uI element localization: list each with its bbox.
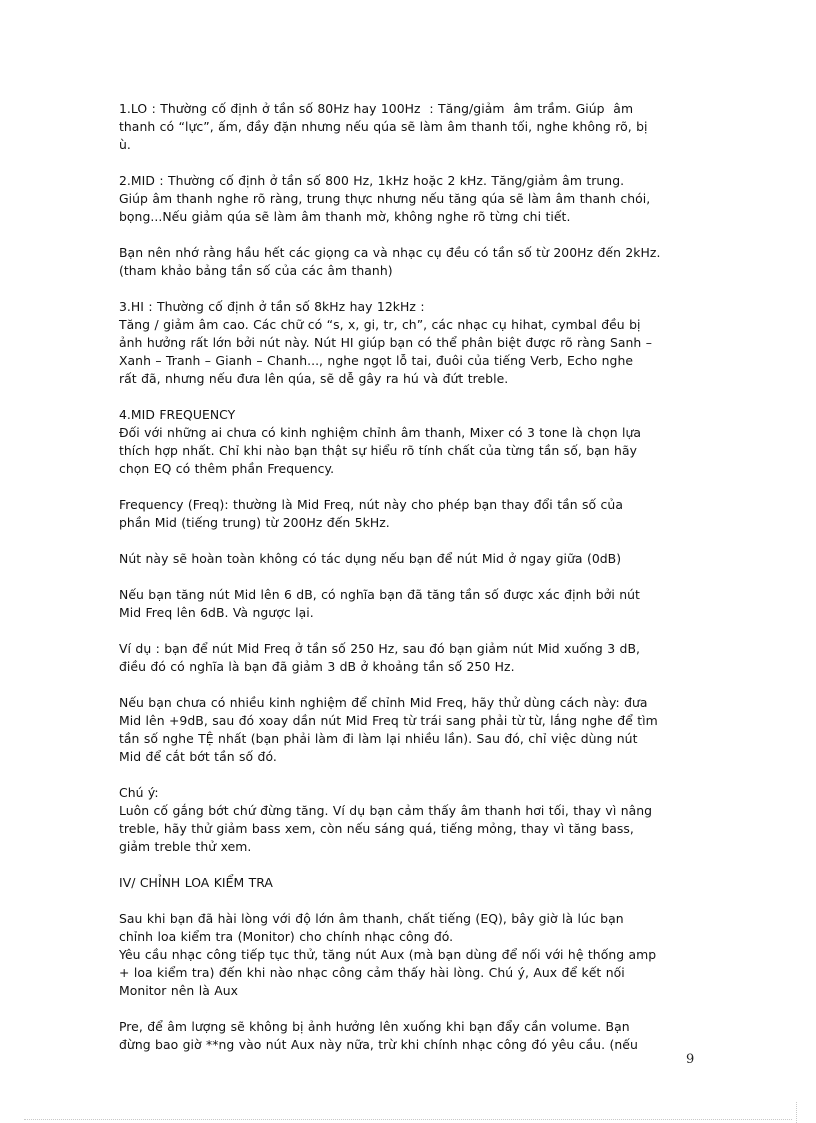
paragraph-line: Yêu cầu nhạc công tiếp tục thử, tăng nút Aux (mà bạn dùng để nối với hệ thống amp xyxy=(119,947,657,962)
paragraph-line: Luôn cố gắng bớt chứ đừng tăng. Ví dụ bạn cảm thấy âm thanh hơi tối, thay vì nâng xyxy=(119,803,653,818)
paragraph-line: + loa kiểm tra) đến khi nào nhạc công cảm thấy hài lòng. Chú ý, Aux để kết nối xyxy=(119,965,625,980)
paragraph-line: Mid Freq lên 6dB. Và ngược lại. xyxy=(119,605,314,620)
paragraph-line: chọn EQ có thêm phần Frequency. xyxy=(119,461,335,476)
paragraph-line: 1.LO : Thường cố định ở tần số 80Hz hay 100Hz : Tăng/giảm âm trầm. Giúp âm xyxy=(119,101,634,116)
paragraph-gap xyxy=(119,568,704,586)
paragraph-line: Tăng / giảm âm cao. Các chữ có “s, x, gi, tr, ch”, các nhạc cụ hihat, cymbal đều bị xyxy=(119,317,641,332)
paragraph-line: phần Mid (tiếng trung) từ 200Hz đến 5kHz. xyxy=(119,515,390,530)
paragraph-line: Nếu bạn tăng nút Mid lên 6 dB, có nghĩa bạn đã tăng tần số được xác định bởi nút xyxy=(119,587,640,602)
paragraph-line: Sau khi bạn đã hài lòng với độ lớn âm thanh, chất tiếng (EQ), bây giờ là lúc bạn xyxy=(119,911,624,926)
paragraph-line: Nếu bạn chưa có nhiều kinh nghiệm để chỉnh Mid Freq, hãy thử dùng cách này: đưa xyxy=(119,695,648,710)
page-number: 9 xyxy=(686,1052,695,1067)
paragraph-gap xyxy=(119,532,704,550)
page-bottom-divider xyxy=(24,1119,792,1120)
paragraph-gap xyxy=(119,388,704,406)
document-body xyxy=(119,100,704,1054)
paragraph-line: Monitor nên là Aux xyxy=(119,983,239,998)
paragraph-line: chỉnh loa kiểm tra (Monitor) cho chính nhạc công đó. xyxy=(119,929,454,944)
section-heading: 4.MID FREQUENCY xyxy=(119,407,236,422)
paragraph-line: ù. xyxy=(119,137,131,152)
paragraph-gap xyxy=(119,154,704,172)
paragraph-line: giảm treble thử xem. xyxy=(119,839,252,854)
paragraph-line: 2.MID : Thường cố định ở tần số 800 Hz, 1kHz hoặc 2 kHz. Tăng/giảm âm trung. xyxy=(119,173,625,188)
paragraph-line: rất đã, nhưng nếu đưa lên qúa, sẽ dễ gây ra hú và đứt treble. xyxy=(119,371,509,386)
paragraph-gap xyxy=(119,622,704,640)
paragraph-line: đừng bao giờ **ng vào nút Aux này nữa, trừ khi chính nhạc công đó yêu cầu. (nếu xyxy=(119,1037,638,1052)
paragraph-line: Xanh – Tranh – Gianh – Chanh..., nghe ngọt lỗ tai, đuôi của tiếng Verb, Echo nghe xyxy=(119,353,634,368)
page-corner-divider xyxy=(796,1102,797,1123)
paragraph-gap xyxy=(119,1000,704,1018)
paragraph-line: tần số nghe TỆ nhất (bạn phải làm đi làm lại nhiều lần). Sau đó, chỉ việc dùng nút xyxy=(119,731,638,746)
paragraph-line: thích hợp nhất. Chỉ khi nào bạn thật sự hiểu rõ tính chất của từng tần số, bạn hãy xyxy=(119,443,637,458)
paragraph-gap xyxy=(119,766,704,784)
paragraph-line: Mid lên +9dB, sau đó xoay dần nút Mid Freq từ trái sang phải từ từ, lắng nghe để tìm xyxy=(119,713,658,728)
paragraph-gap xyxy=(119,478,704,496)
paragraph-line: ảnh hưởng rất lớn bởi nút này. Nút HI giúp bạn có thể phân biệt được rõ ràng Sanh – xyxy=(119,335,652,350)
paragraph-line: Pre, để âm lượng sẽ không bị ảnh hưởng lên xuống khi bạn đẩy cần volume. Bạn xyxy=(119,1019,630,1034)
paragraph-gap xyxy=(119,280,704,298)
paragraph-gap xyxy=(119,892,704,910)
section-heading: IV/ CHỈNH LOA KIỂM TRA xyxy=(119,875,273,890)
paragraph-line: (tham khảo bảng tần số của các âm thanh) xyxy=(119,263,393,278)
paragraph-line: 3.HI : Thường cố định ở tần số 8kHz hay 12kHz : xyxy=(119,299,425,314)
paragraph-gap xyxy=(119,226,704,244)
paragraph-line: thanh có “lực”, ấm, đầy đặn nhưng nếu qúa sẽ làm âm thanh tối, nghe không rõ, bị xyxy=(119,119,648,134)
note-heading: Chú ý: xyxy=(119,785,159,800)
paragraph-line: Nút này sẽ hoàn toàn không có tác dụng nếu bạn để nút Mid ở ngay giữa (0dB) xyxy=(119,551,622,566)
paragraph-line: Giúp âm thanh nghe rõ ràng, trung thực nhưng nếu tăng qúa sẽ làm âm thanh chói, xyxy=(119,191,651,206)
paragraph-line: Ví dụ : bạn để nút Mid Freq ở tần số 250 Hz, sau đó bạn giảm nút Mid xuống 3 dB, xyxy=(119,641,641,656)
paragraph-gap xyxy=(119,676,704,694)
paragraph-line: Mid để cắt bớt tần số đó. xyxy=(119,749,277,764)
paragraph-line: Frequency (Freq): thường là Mid Freq, nút này cho phép bạn thay đổi tần số của xyxy=(119,497,623,512)
paragraph-line: Bạn nên nhớ rằng hầu hết các giọng ca và nhạc cụ đều có tần số từ 200Hz đến 2kHz. xyxy=(119,245,661,260)
paragraph-line: treble, hãy thử giảm bass xem, còn nếu sáng quá, tiếng mỏng, thay vì tăng bass, xyxy=(119,821,634,836)
paragraph-line: Đối với những ai chưa có kinh nghiệm chỉnh âm thanh, Mixer có 3 tone là chọn lựa xyxy=(119,425,642,440)
paragraph-line: bọng...Nếu giảm qúa sẽ làm âm thanh mờ, không nghe rõ từng chi tiết. xyxy=(119,209,571,224)
paragraph-gap xyxy=(119,856,704,874)
paragraph-line: điều đó có nghĩa là bạn đã giảm 3 dB ở khoảng tần số 250 Hz. xyxy=(119,659,515,674)
